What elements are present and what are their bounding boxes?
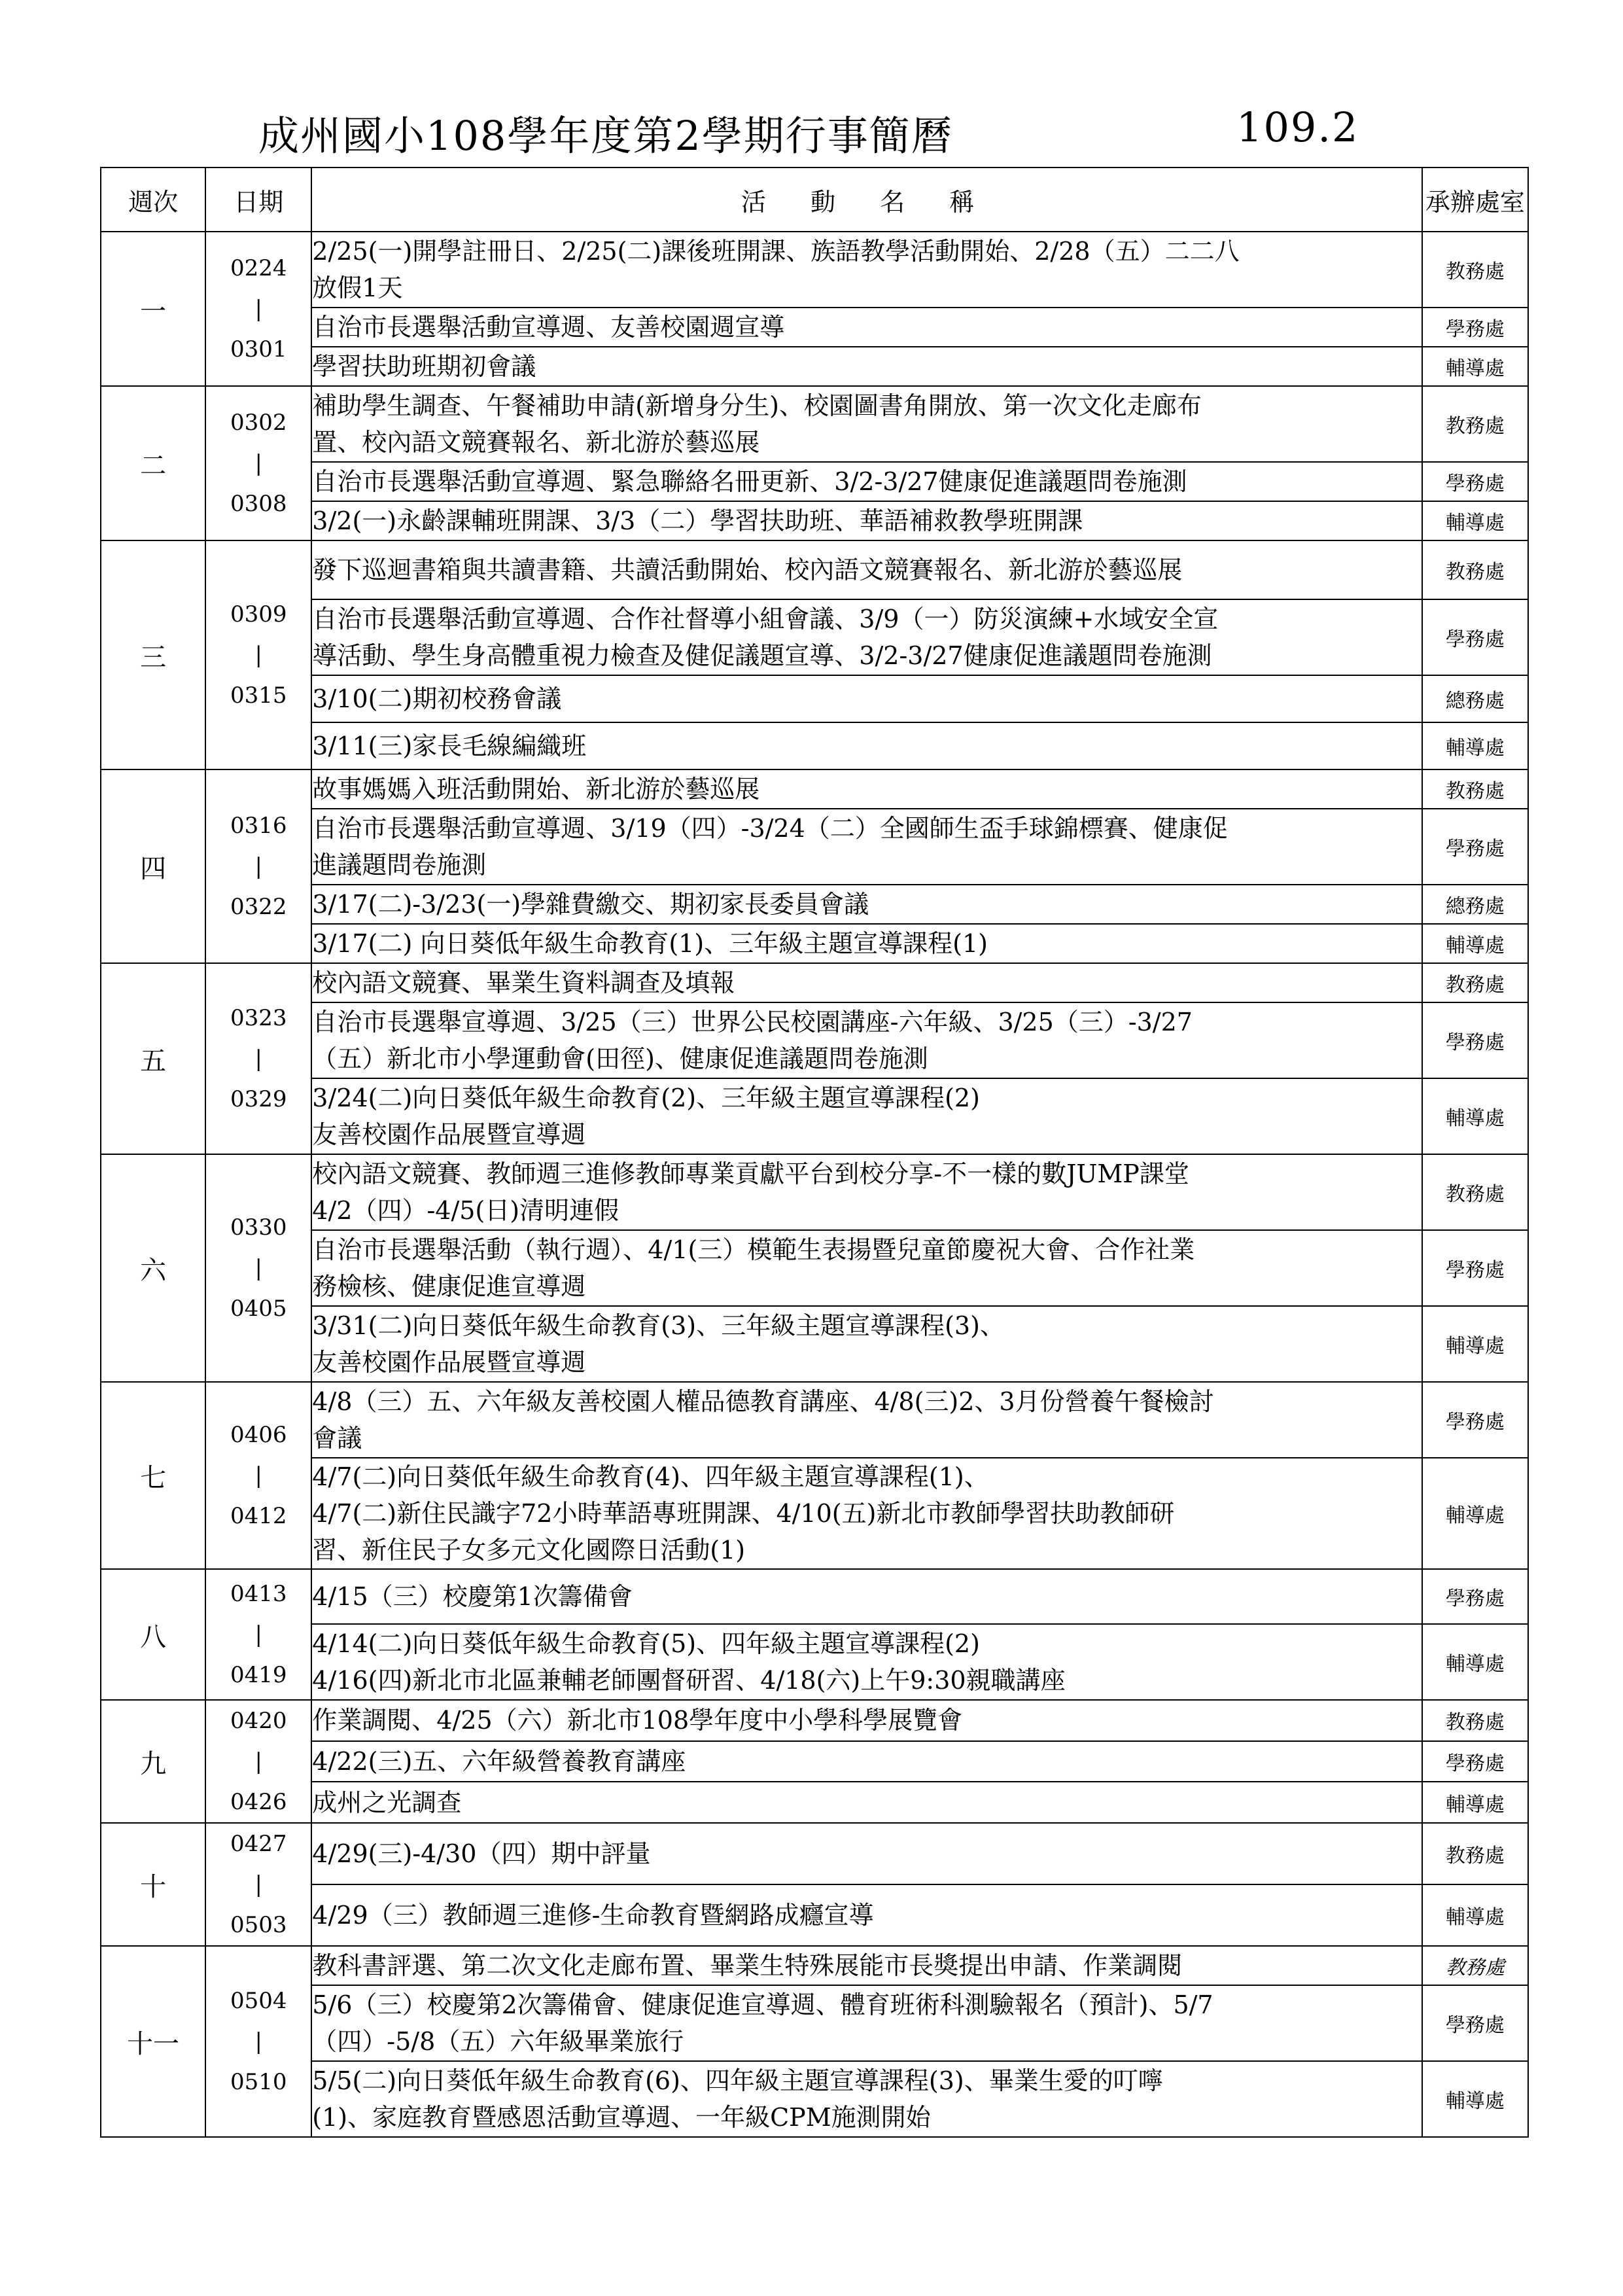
- activity-cell: [311, 722, 1422, 769]
- table-row: [101, 1002, 1528, 1078]
- dept-cell: 輔導處: [1422, 501, 1528, 540]
- table-row: [101, 963, 1528, 1002]
- dept-cell: 輔導處: [1422, 924, 1528, 963]
- date-cell: [205, 1700, 311, 1823]
- activity-cell: [311, 1946, 1422, 1985]
- activity-line: 5/6（三）校慶第2次籌備會、健康促進宣導週、體育班術科測驗報名（預計)、5/7: [312, 1990, 1213, 2019]
- activity-line: (1)、家庭教育暨感恩活動宣導週、一年級CPM施測開始: [312, 2103, 931, 2132]
- activity-line: 自治市長選舉活動宣導週、緊急聯絡名冊更新、3/2-3/27健康促進議題問卷施測: [312, 467, 1187, 496]
- table-row: [101, 1782, 1528, 1823]
- activity-line: 自治市長選舉活動宣導週、3/19（四）-3/24（二）全國師生盃手球錦標賽、健康促: [312, 814, 1228, 843]
- date-part: 0510: [230, 2069, 287, 2095]
- table-row: [101, 599, 1528, 675]
- dept-cell: 教務處: [1422, 963, 1528, 1002]
- activity-line: 3/17(二) 向日葵低年級生命教育(1)、三年級主題宣導課程(1): [312, 929, 988, 958]
- week-cell: 五: [101, 963, 205, 1154]
- activity-cell: [311, 769, 1422, 809]
- activity-cell: [311, 232, 1422, 308]
- activity-cell: [311, 1458, 1422, 1569]
- activity-cell: [311, 809, 1422, 885]
- week-cell: 八: [101, 1569, 205, 1700]
- dept-cell: 輔導處: [1422, 347, 1528, 386]
- activity-cell: [311, 1230, 1422, 1306]
- activity-cell: [311, 924, 1422, 963]
- table-row: [101, 1624, 1528, 1700]
- table-row: [101, 675, 1528, 722]
- dept-cell: 學務處: [1422, 1985, 1528, 2061]
- activity-line: 4/15（三）校慶第1次籌備會: [312, 1582, 633, 1611]
- dept-cell: 學務處: [1422, 462, 1528, 501]
- date-part: 0329: [230, 1086, 287, 1112]
- header-activity-label: 活 動 名 稱: [741, 187, 993, 217]
- activity-line: （四）-5/8（五）六年級畢業旅行: [312, 2027, 684, 2056]
- date-part: 0419: [230, 1662, 287, 1688]
- date-part: 0309: [230, 601, 287, 627]
- dept-cell: 學務處: [1422, 1230, 1528, 1306]
- date-cell: [205, 1823, 311, 1946]
- date-part: 0412: [230, 1503, 287, 1529]
- table-row: [101, 347, 1528, 386]
- table-row: [101, 924, 1528, 963]
- table-row: [101, 1985, 1528, 2061]
- date-cell: [205, 540, 311, 769]
- date-part: |: [254, 1871, 262, 1898]
- activity-cell: [311, 2061, 1422, 2137]
- date-part: |: [254, 642, 262, 668]
- header-date: 日期: [205, 168, 311, 232]
- activity-line: 4/29（三）教師週三進修-生命教育暨網路成癮宣導: [312, 1901, 874, 1930]
- date-part: 0405: [230, 1296, 287, 1322]
- activity-cell: [311, 386, 1422, 462]
- table-row: [101, 232, 1528, 308]
- activity-cell: [311, 1700, 1422, 1741]
- table-row: [101, 885, 1528, 924]
- table-row: [101, 1884, 1528, 1946]
- activity-line: 4/29(三)-4/30（四）期中評量: [312, 1839, 651, 1868]
- activity-cell: [311, 501, 1422, 540]
- activity-line: 4/7(二)向日葵低年級生命教育(4)、四年級主題宣導課程(1)、: [312, 1462, 989, 1491]
- activity-cell: [311, 1624, 1422, 1700]
- activity-line: 進議題問卷施測: [312, 851, 487, 879]
- activity-line: 4/2（四）-4/5(日)清明連假: [312, 1196, 620, 1225]
- activity-cell: [311, 1884, 1422, 1946]
- dept-cell: 學務處: [1422, 308, 1528, 347]
- dept-cell: 教務處: [1422, 769, 1528, 809]
- activity-line: 置、校內語文競賽報名、新北游於藝巡展: [312, 428, 760, 457]
- activity-line: 教科書評選、第二次文化走廊布置、畢業生特殊展能市長獎提出申請、作業調閱: [312, 1951, 1183, 1980]
- date-part: |: [254, 2028, 262, 2055]
- activity-line: 自治市長選舉活動宣導週、合作社督導小組會議、3/9（一）防災演練+水域安全宣: [312, 605, 1219, 633]
- date-part: 0301: [230, 336, 287, 362]
- dept-cell: 教務處: [1422, 232, 1528, 308]
- date-cell: [205, 232, 311, 386]
- activity-cell: [311, 1823, 1422, 1884]
- activity-line: 5/5(二)向日葵低年級生命教育(6)、四年級主題宣導課程(3)、畢業生愛的叮嚀: [312, 2066, 1163, 2095]
- activity-line: 友善校園作品展暨宣導週: [312, 1120, 586, 1149]
- activity-cell: [311, 1154, 1422, 1230]
- activity-cell: [311, 462, 1422, 501]
- table-row: [101, 1154, 1528, 1230]
- dept-cell: 學務處: [1422, 1382, 1528, 1458]
- dept-cell: 輔導處: [1422, 722, 1528, 769]
- week-cell: 七: [101, 1382, 205, 1569]
- activity-line: 發下巡迴書箱與共讀書籍、共讀活動開始、校內語文競賽報名、新北游於藝巡展: [312, 556, 1183, 584]
- calendar-table: [100, 167, 1529, 2138]
- dept-cell: 輔導處: [1422, 1078, 1528, 1154]
- activity-line: （五）新北市小學運動會(田徑)、健康促進議題問卷施測: [312, 1044, 928, 1073]
- activity-line: 3/10(二)期初校務會議: [312, 684, 562, 713]
- table-row: [101, 462, 1528, 501]
- dept-cell: 輔導處: [1422, 1782, 1528, 1823]
- activity-cell: [311, 347, 1422, 386]
- activity-cell: [311, 885, 1422, 924]
- week-cell: 四: [101, 769, 205, 963]
- table-row: [101, 1569, 1528, 1624]
- date-part: |: [254, 450, 262, 476]
- activity-line: 放假1天: [312, 274, 403, 302]
- activity-cell: [311, 1382, 1422, 1458]
- dept-cell: 教務處: [1422, 1700, 1528, 1741]
- date-part: 0427: [230, 1831, 287, 1857]
- date-part: |: [254, 1255, 262, 1281]
- dept-cell: 教務處: [1422, 1154, 1528, 1230]
- activity-cell: [311, 1306, 1422, 1382]
- date-part: 0302: [230, 410, 287, 436]
- date-part: 0322: [230, 894, 287, 920]
- date-part: 0420: [230, 1708, 287, 1734]
- date-part: 0426: [230, 1789, 287, 1815]
- table-row: [101, 769, 1528, 809]
- header-week: 週次: [101, 168, 205, 232]
- date-part: 0330: [230, 1214, 287, 1241]
- activity-cell: [311, 1985, 1422, 2061]
- dept-cell: 總務處: [1422, 885, 1528, 924]
- title-date: 109.2: [1236, 103, 1359, 151]
- activity-line: 故事媽媽入班活動開始、新北游於藝巡展: [312, 775, 760, 804]
- date-part: 0323: [230, 1005, 287, 1031]
- activity-cell: [311, 963, 1422, 1002]
- activity-line: 2/25(一)開學註冊日、2/25(二)課後班開課、族語教學活動開始、2/28（五）二二八: [312, 237, 1240, 266]
- activity-cell: [311, 1002, 1422, 1078]
- activity-line: 3/11(三)家長毛線編織班: [312, 732, 587, 760]
- activity-line: 4/14(二)向日葵低年級生命教育(5)、四年級主題宣導課程(2): [312, 1629, 980, 1658]
- activity-line: 友善校園作品展暨宣導週: [312, 1348, 586, 1377]
- activity-line: 自治市長選舉活動宣導週、友善校園週宣導: [312, 313, 785, 342]
- dept-cell: 輔導處: [1422, 2061, 1528, 2137]
- title-row: [98, 98, 1537, 170]
- activity-cell: [311, 540, 1422, 599]
- date-part: |: [254, 1748, 262, 1775]
- week-cell: 九: [101, 1700, 205, 1823]
- activity-line: 自治市長選舉活動（執行週）、4/1(三）模範生表揚暨兒童節慶祝大會、合作社業: [312, 1235, 1195, 1264]
- activity-cell: [311, 599, 1422, 675]
- table-row: [101, 722, 1528, 769]
- activity-line: 4/22(三)五、六年級營養教育講座: [312, 1746, 686, 1776]
- dept-cell: 輔導處: [1422, 1306, 1528, 1382]
- date-part: |: [254, 1621, 262, 1648]
- dept-cell: 輔導處: [1422, 1884, 1528, 1946]
- date-cell: [205, 1154, 311, 1382]
- activity-cell: [311, 1782, 1422, 1823]
- table-row: [101, 1823, 1528, 1884]
- table-row: [101, 1230, 1528, 1306]
- activity-line: 3/2(一)永齡課輔班開課、3/3（二）學習扶助班、華語補救教學班開課: [312, 506, 1083, 535]
- header-row: [101, 168, 1528, 232]
- date-part: |: [254, 296, 262, 322]
- table-row: [101, 501, 1528, 540]
- dept-cell: 總務處: [1422, 675, 1528, 722]
- date-part: |: [254, 853, 262, 879]
- date-part: |: [254, 1046, 262, 1072]
- date-part: 0503: [230, 1912, 287, 1938]
- activity-line: 校內語文競賽、教師週三進修教師專業貢獻平台到校分享-不一樣的數JUMP課堂: [312, 1159, 1189, 1188]
- activity-line: 4/8（三）五、六年級友善校園人權品德教育講座、4/8(三)2、3月份營養午餐檢討: [312, 1387, 1214, 1416]
- activity-cell: [311, 1078, 1422, 1154]
- activity-cell: [311, 675, 1422, 722]
- dept-cell: 輔導處: [1422, 1458, 1528, 1569]
- activity-line: 會議: [312, 1424, 362, 1453]
- activity-line: 補助學生調查、午餐補助申請(新增身分生)、校園圖書角開放、第一次文化走廊布: [312, 391, 1202, 420]
- date-part: 0315: [230, 682, 287, 709]
- table-row: [101, 1458, 1528, 1569]
- activity-line: 自治市長選舉宣導週、3/25（三）世界公民校園講座-六年級、3/25（三）-3/27: [312, 1008, 1193, 1036]
- activity-line: 4/7(二)新住民識字72小時華語專班開課、4/10(五)新北市教師學習扶助教師研: [312, 1499, 1175, 1528]
- table-row: [101, 1078, 1528, 1154]
- table-row: [101, 1700, 1528, 1741]
- date-cell: [205, 963, 311, 1154]
- table-row: [101, 1741, 1528, 1782]
- activity-line: 學習扶助班期初會議: [312, 352, 536, 381]
- dept-cell: 教務處: [1422, 540, 1528, 599]
- dept-cell: 學務處: [1422, 809, 1528, 885]
- week-cell: 十: [101, 1823, 205, 1946]
- dept-cell: 教務處: [1422, 386, 1528, 462]
- table-row: [101, 386, 1528, 462]
- week-cell: 二: [101, 386, 205, 540]
- activity-line: 作業調閱、4/25（六）新北市108學年度中小學科學展覽會: [312, 1706, 963, 1735]
- date-cell: [205, 769, 311, 963]
- activity-cell: [311, 1569, 1422, 1624]
- date-part: |: [254, 1462, 262, 1489]
- activity-line: 3/24(二)向日葵低年級生命教育(2)、三年級主題宣導課程(2): [312, 1084, 980, 1112]
- activity-line: 成州之光調查: [312, 1788, 462, 1817]
- table-row: [101, 1946, 1528, 1985]
- table-row: [101, 1382, 1528, 1458]
- date-part: 0413: [230, 1581, 287, 1607]
- date-cell: [205, 1946, 311, 2137]
- date-part: 0316: [230, 813, 287, 839]
- week-cell: 一: [101, 232, 205, 386]
- date-part: 0224: [230, 255, 287, 281]
- date-part: 0504: [230, 1988, 287, 2014]
- table-row: [101, 809, 1528, 885]
- header-dept: 承辦處室: [1422, 168, 1528, 232]
- dept-cell: 學務處: [1422, 1741, 1528, 1782]
- activity-line: 導活動、學生身高體重視力檢查及健促議題宣導、3/2-3/27健康促進議題問卷施測: [312, 641, 1212, 670]
- date-part: 0308: [230, 491, 287, 517]
- header-activity: [311, 168, 1422, 232]
- activity-line: 務檢核、健康促進宣導週: [312, 1272, 586, 1301]
- activity-line: 習、新住民子女多元文化國際日活動(1): [312, 1536, 746, 1564]
- activity-line: 4/16(四)新北市北區兼輔老師團督研習、4/18(六)上午9:30親職講座: [312, 1666, 1066, 1695]
- table-row: [101, 2061, 1528, 2137]
- table-row: [101, 308, 1528, 347]
- dept-cell: 輔導處: [1422, 1624, 1528, 1700]
- activity-cell: [311, 1741, 1422, 1782]
- date-cell: [205, 1382, 311, 1569]
- dept-cell: 學務處: [1422, 599, 1528, 675]
- week-cell: 三: [101, 540, 205, 769]
- calendar-body: [101, 232, 1528, 2137]
- activity-cell: [311, 308, 1422, 347]
- dept-cell: 教務處: [1422, 1823, 1528, 1884]
- dept-cell: 學務處: [1422, 1002, 1528, 1078]
- date-cell: [205, 1569, 311, 1700]
- activity-line: 3/17(二)-3/23(一)學雜費繳交、期初家長委員會議: [312, 890, 869, 919]
- week-cell: 十一: [101, 1946, 205, 2137]
- activity-line: 3/31(二)向日葵低年級生命教育(3)、三年級主題宣導課程(3)、: [312, 1311, 1005, 1340]
- table-row: [101, 540, 1528, 599]
- page-title: 成州國小108學年度第2學期行事簡曆: [258, 112, 953, 160]
- dept-cell: 教務處: [1422, 1946, 1528, 1985]
- dept-cell: 學務處: [1422, 1569, 1528, 1624]
- week-cell: 六: [101, 1154, 205, 1382]
- date-cell: [205, 386, 311, 540]
- table-row: [101, 1306, 1528, 1382]
- date-part: 0406: [230, 1422, 287, 1448]
- activity-line: 校內語文競賽、畢業生資料調查及填報: [312, 968, 735, 997]
